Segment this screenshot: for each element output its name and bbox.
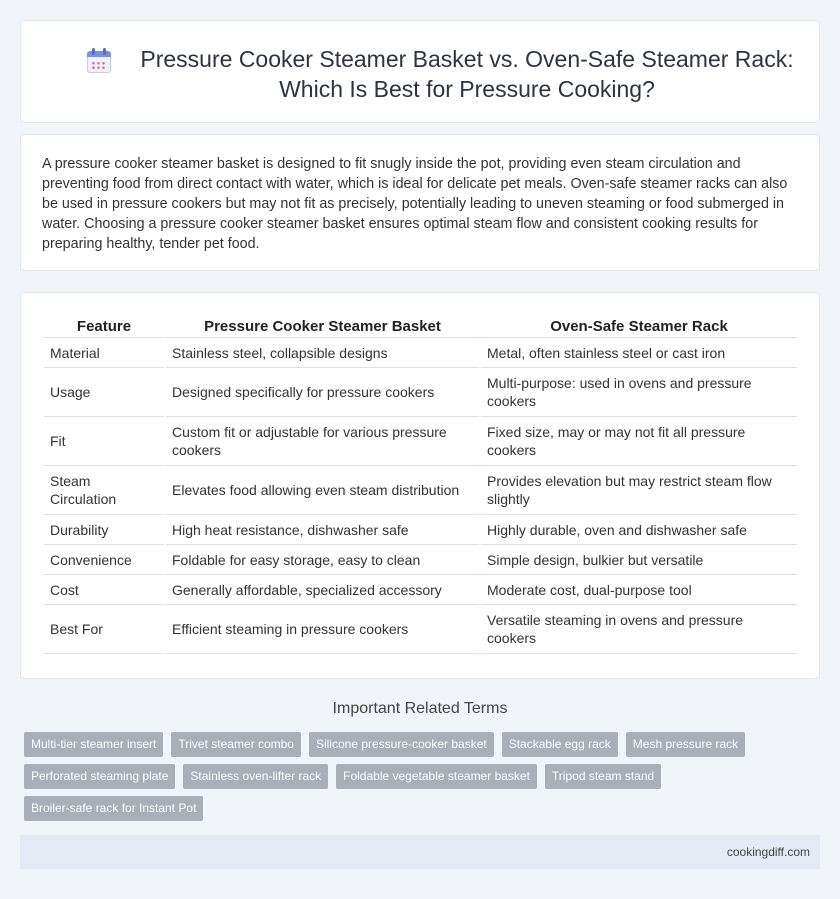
- title-card: [20, 20, 820, 123]
- related-terms-list: [24, 732, 804, 828]
- related-term-tag[interactable]: Trivet steamer combo: [171, 732, 301, 757]
- comparison-card: [20, 292, 820, 679]
- row-feature: Best For: [44, 605, 164, 654]
- related-term-tag[interactable]: Silicone pressure-cooker basket: [309, 732, 494, 757]
- row-basket: Designed specifically for pressure cookers: [166, 368, 479, 417]
- table-row: [44, 515, 797, 545]
- row-basket: Foldable for easy storage, easy to clean: [166, 545, 479, 575]
- footer: [20, 835, 820, 869]
- row-rack: Provides elevation but may restrict steam flow slightly: [481, 466, 797, 515]
- row-feature: Material: [44, 338, 164, 368]
- comparison-table: [42, 316, 799, 654]
- calendar-icon: [87, 48, 111, 74]
- header-steamer-basket: Pressure Cooker Steamer Basket: [166, 316, 479, 338]
- row-basket: Stainless steel, collapsible designs: [166, 338, 479, 368]
- row-rack: Simple design, bulkier but versatile: [481, 545, 797, 575]
- table-row: [44, 575, 797, 605]
- row-basket: High heat resistance, dishwasher safe: [166, 515, 479, 545]
- intro-card: [20, 134, 820, 271]
- related-term-tag[interactable]: Tripod steam stand: [545, 764, 661, 789]
- row-rack: Multi-purpose: used in ovens and pressure cookers: [481, 368, 797, 417]
- table-row: [44, 368, 797, 417]
- related-term-tag[interactable]: Stainless oven-lifter rack: [183, 764, 328, 789]
- table-row: [44, 417, 797, 466]
- row-rack: Moderate cost, dual-purpose tool: [481, 575, 797, 605]
- intro-paragraph: A pressure cooker steamer basket is designed to fit snugly inside the pot, providing even steam circulation and preventing food from direct contact with water, which is ideal for delicate pet meals. Oven-safe steamer racks can also be used in pressure cookers but may not fit as precisely, potentially leading to uneven steaming or food submerged in water. Choosing a pressure cooker steamer basket ensures optimal steam flow and consistent cooking results for preparing healthy, tender pet food.: [42, 156, 788, 252]
- table-row: [44, 466, 797, 515]
- row-feature: Steam Circulation: [44, 466, 164, 515]
- row-basket: Efficient steaming in pressure cookers: [166, 605, 479, 654]
- row-basket: Generally affordable, specialized accessory: [166, 575, 479, 605]
- table-row: [44, 545, 797, 575]
- title-wrap: [87, 44, 799, 104]
- row-feature: Cost: [44, 575, 164, 605]
- related-term-tag[interactable]: Perforated steaming plate: [24, 764, 175, 789]
- row-feature: Durability: [44, 515, 164, 545]
- header-steamer-rack: Oven-Safe Steamer Rack: [481, 316, 797, 338]
- row-feature: Convenience: [44, 545, 164, 575]
- row-rack: Highly durable, oven and dishwasher safe: [481, 515, 797, 545]
- related-term-tag[interactable]: Foldable vegetable steamer basket: [336, 764, 537, 789]
- row-rack: Fixed size, may or may not fit all pressure cookers: [481, 417, 797, 466]
- row-feature: Fit: [44, 417, 164, 466]
- related-term-tag[interactable]: Broiler-safe rack for Instant Pot: [24, 796, 203, 821]
- row-rack: Metal, often stainless steel or cast iron: [481, 338, 797, 368]
- row-feature: Usage: [44, 368, 164, 417]
- related-terms-heading: Important Related Terms: [332, 700, 508, 717]
- related-term-tag[interactable]: Stackable egg rack: [502, 732, 618, 757]
- header-feature: Feature: [44, 316, 164, 338]
- page-title: Pressure Cooker Steamer Basket vs. Oven-Safe Steamer Rack: Which Is Best for Pressure Cooking?: [140, 46, 794, 102]
- row-basket: Elevates food allowing even steam distribution: [166, 466, 479, 515]
- related-term-tag[interactable]: Multi-tier steamer insert: [24, 732, 163, 757]
- row-basket: Custom fit or adjustable for various pressure cookers: [166, 417, 479, 466]
- table-header-row: [44, 316, 797, 338]
- related-term-tag[interactable]: Mesh pressure rack: [626, 732, 745, 757]
- table-row: [44, 338, 797, 368]
- footer-site-link[interactable]: cookingdiff.com: [726, 845, 810, 859]
- row-rack: Versatile steaming in ovens and pressure cookers: [481, 605, 797, 654]
- table-row: [44, 605, 797, 654]
